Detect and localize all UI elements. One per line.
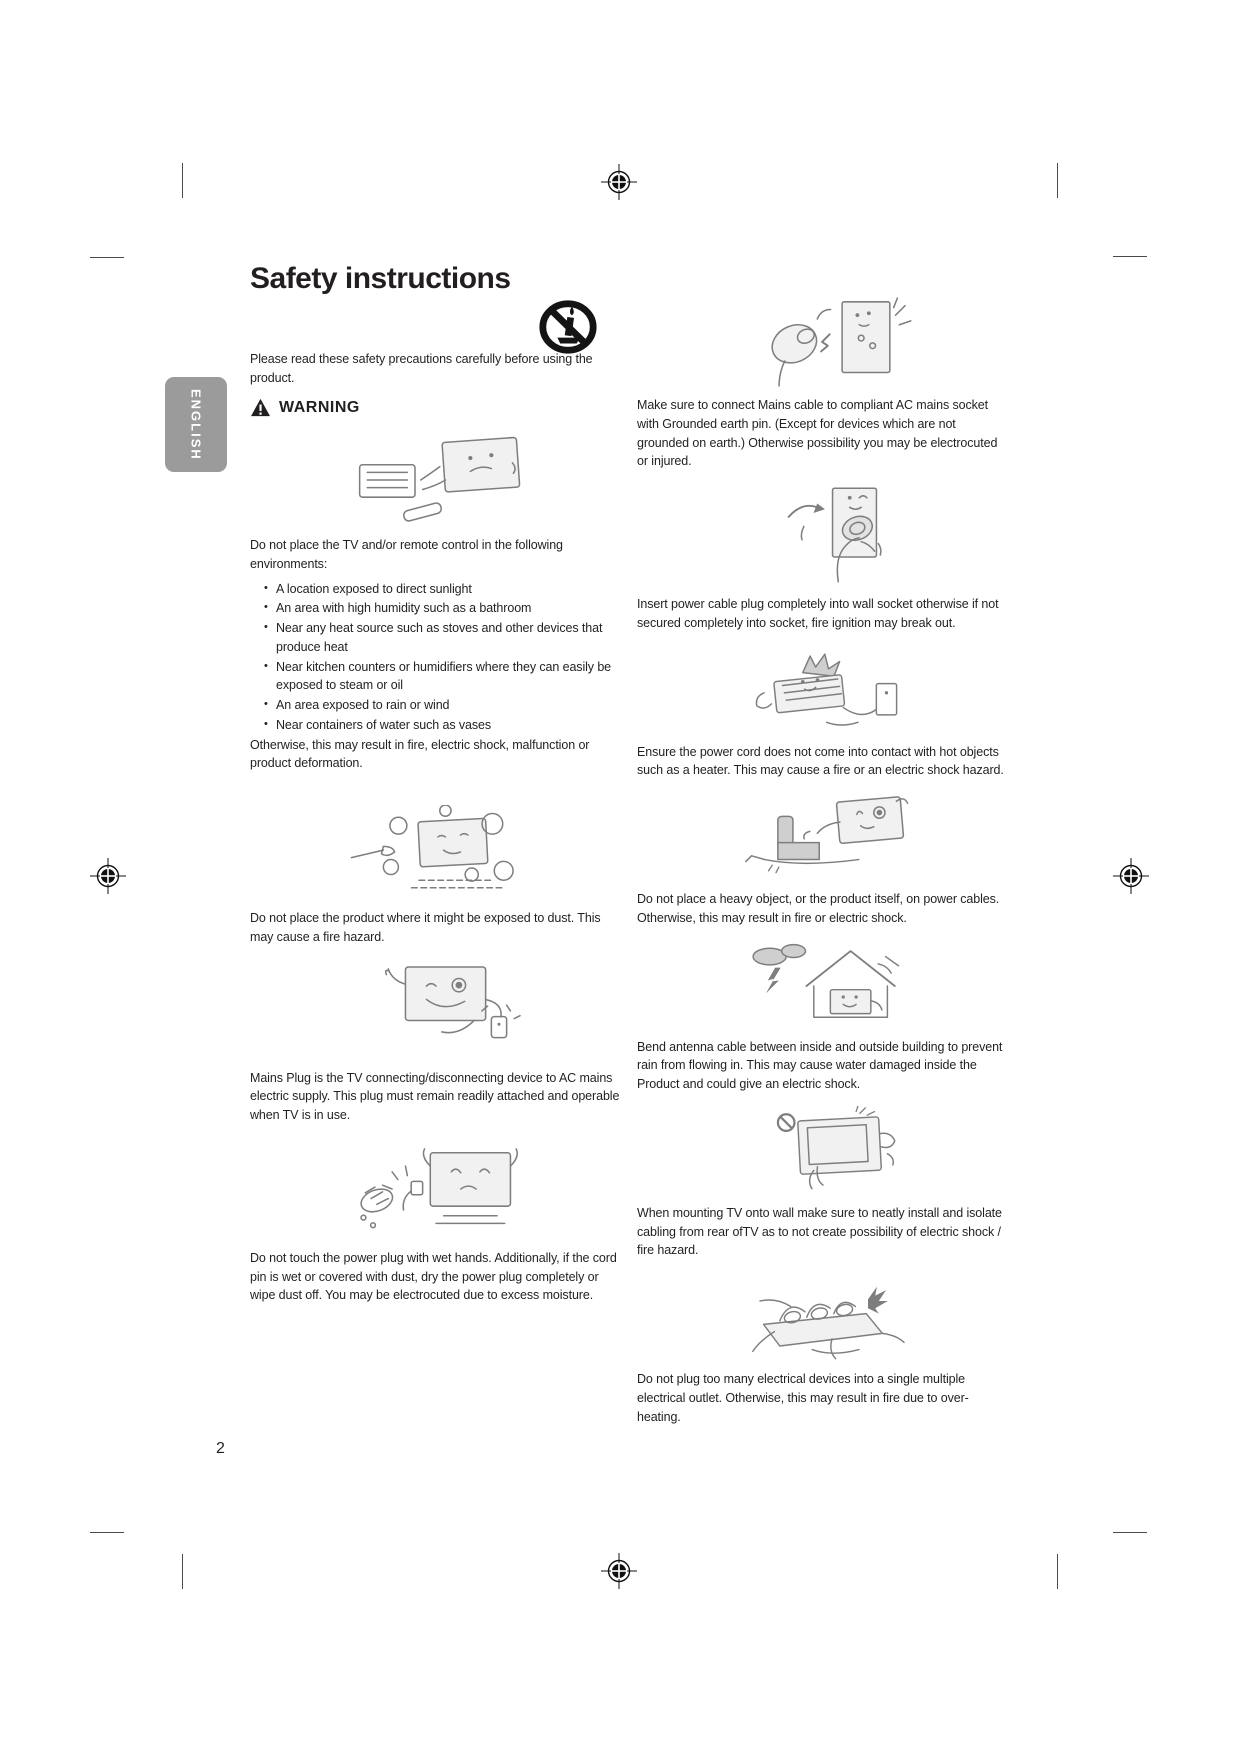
environment-item: • An area exposed to rain or wind — [264, 696, 622, 715]
overloaded-outlet-text: Do not plug too many electrical devices into a single multiple electrical outlet. Otherwise, this may result in fire due to over-heating. — [637, 1372, 969, 1424]
language-tab — [165, 377, 227, 472]
left-column — [250, 432, 622, 1311]
crop-mark-top-left-horizontal — [90, 257, 124, 258]
tv-in-dust-illustration — [250, 805, 622, 899]
language-tab-label: ENGLISH — [188, 388, 204, 461]
warning-heading — [250, 398, 360, 417]
intro-text: Please read these safety precautions carefully before using the product. — [250, 352, 593, 385]
page-title: Safety instructions — [250, 262, 511, 295]
environment-item: • Near kitchen counters or humidifiers where they can easily be exposed to steam or oil — [264, 658, 622, 696]
mains-plug-text: Mains Plug is the TV connecting/disconnecting device to AC mains electric supply. This plug must remain readily attached and operable when TV is in use. — [250, 1070, 620, 1122]
crop-mark-bottom-right-horizontal — [1113, 1532, 1147, 1533]
environment-item: • A location exposed to direct sunlight — [264, 580, 622, 599]
crop-mark-bottom-left-vertical — [182, 1554, 183, 1589]
dust-warning-text: Do not place the product where it might be exposed to dust. This may cause a fire hazard. — [250, 911, 601, 944]
wall-mount-cabling-illustration — [637, 1106, 1009, 1198]
grounded-socket-illustration — [637, 290, 1009, 390]
environments-outro: Otherwise, this may result in fire, electric shock, malfunction or product deformation. — [250, 737, 590, 771]
grounded-socket-text: Make sure to connect Mains cable to compliant AC mains socket with Grounded earth pin. (Except for devices which are not grounded on earth.) Otherwise possibility you may be electrocuted or injured. — [637, 398, 998, 469]
insert-plug-illustration — [637, 481, 1009, 589]
antenna-rain-illustration — [637, 940, 1009, 1032]
right-column — [637, 290, 1009, 1432]
crop-mark-bottom-right-vertical — [1057, 1554, 1058, 1589]
environment-item: • An area with high humidity such as a bathroom — [264, 599, 622, 618]
crop-mark-top-right-horizontal — [1113, 256, 1147, 257]
overloaded-outlet-illustration — [637, 1274, 1009, 1364]
no-candle-prohibition-icon — [537, 296, 599, 358]
crop-mark-top-right-vertical — [1057, 163, 1058, 198]
registration-mark-icon — [601, 1553, 637, 1589]
heavy-object-on-cable-illustration — [637, 790, 1009, 884]
warning-triangle-icon — [250, 398, 271, 417]
environments-list — [250, 580, 622, 735]
tv-near-heat-illustration — [250, 432, 622, 528]
environment-item: • Near any heat source such as stoves and other devices that produce heat — [264, 619, 622, 657]
page-number: 2 — [216, 1440, 225, 1457]
registration-mark-icon — [601, 164, 637, 200]
insert-plug-text: Insert power cable plug completely into wall socket otherwise if not secured completely into socket, fire ignition may break out. — [637, 597, 999, 630]
tv-mains-plug-illustration — [250, 961, 622, 1057]
wet-hands-illustration — [250, 1141, 622, 1237]
warning-label: WARNING — [279, 398, 360, 416]
cord-near-heater-text: Ensure the power cord does not come into contact with hot objects such as a heater. This may cause a fire or an electric shock hazard. — [637, 744, 1004, 778]
heavy-object-text: Do not place a heavy object, or the product itself, on power cables. Otherwise, this may result in fire or electric shock. — [637, 892, 1000, 925]
wall-mount-text: When mounting TV onto wall make sure to neatly install and isolate cabling from rear ofTV as to not create possibility of electric shock / fire hazard. — [637, 1205, 1002, 1258]
crop-mark-bottom-left-horizontal — [90, 1532, 124, 1533]
wet-hands-text: Do not touch the power plug with wet hands. Additionally, if the cord pin is wet or covered with dust, dry the power plug completely or wipe dust off. You may be electrocuted due to excess moisture. — [250, 1250, 617, 1303]
environments-intro: Do not place the TV and/or remote control in the following environments: — [250, 538, 563, 571]
registration-mark-icon — [1113, 858, 1149, 894]
antenna-rain-text: Bend antenna cable between inside and outside building to prevent rain from flowing in. This may cause water damaged inside the Product and could give an electric shock. — [637, 1039, 1003, 1091]
crop-mark-top-left-vertical — [182, 163, 183, 198]
cord-near-heater-illustration — [637, 645, 1009, 737]
registration-mark-icon — [90, 858, 126, 894]
environment-item: • Near containers of water such as vases — [264, 716, 622, 735]
